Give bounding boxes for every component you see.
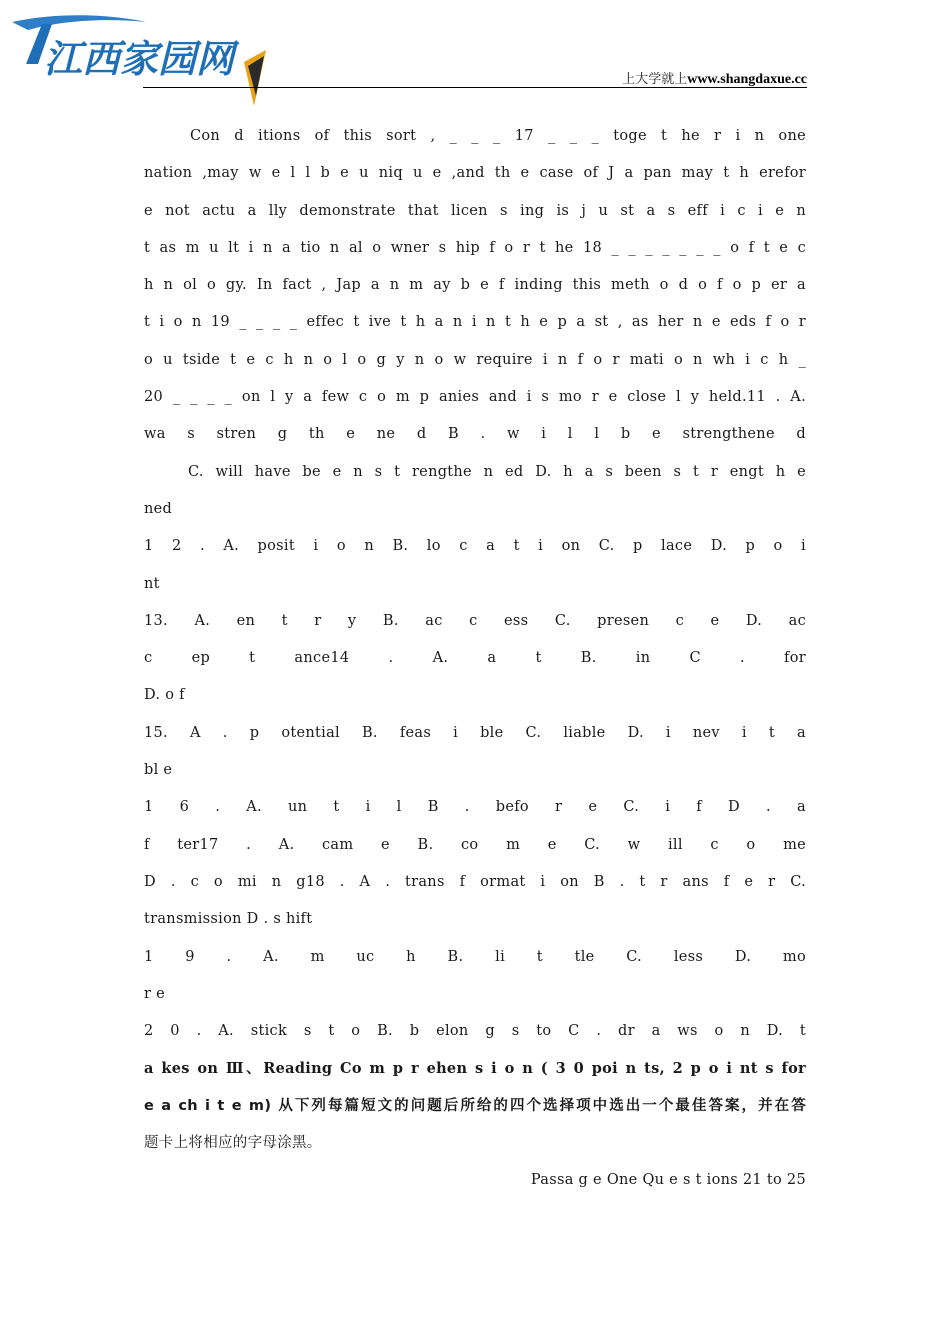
page-header xyxy=(0,0,950,110)
site-logo xyxy=(8,6,268,106)
text-line: t as m u lt i n a tio n al o wner s hip f o r t he 18 _ _ _ _ _ _ _ o f t e c xyxy=(144,239,806,256)
text-line: r e xyxy=(144,985,166,1002)
text-line: 20 _ _ _ _ on l y a few c o m p anies and i s mo r e close l y held.11 . A. xyxy=(144,389,806,406)
text-line: 2 0 . A. stick s t o B. b elon g s to C . dr a ws o n D. t xyxy=(144,1023,806,1040)
instruction-line: e a ch i t e m) 从下列每篇短文的问题后所给的四个选择项中选出一个最佳答案，并在答 xyxy=(144,1097,806,1114)
passage-heading: Passa g e One Qu e s t ions 21 to 25 xyxy=(530,1172,806,1189)
text-line: f ter17 . A. cam e B. co m e C. w ill c o me xyxy=(144,836,806,853)
instruction-line: 题卡上将相应的字母涂黑。 xyxy=(144,1135,322,1152)
header-rule xyxy=(143,87,807,88)
text-line: t i o n 19 _ _ _ _ effec t ive t h a n i n t h e p a st , as her n e eds f o r xyxy=(144,314,806,331)
tagline-cn: 上大学就上 xyxy=(622,72,688,87)
text-line: o u tside t e c h n o l o g y n o w require i n f o r mati o n wh i c h _ xyxy=(144,351,806,368)
text-line: e not actu a lly demonstrate that licen s ing is j u st a s eff i c i e n xyxy=(144,202,806,219)
text-line: nt xyxy=(144,575,160,592)
text-line: transmission D . s hift xyxy=(144,911,313,928)
text-line: 1 2 . A. posit i o n B. lo c a t i on C. p lace D. p o i xyxy=(144,538,806,555)
text-line: C. will have be e n s t rengthe n ed D. h a s been s t r engt h e xyxy=(188,463,806,480)
text-line: c ep t ance14 . A. a t B. in C . for xyxy=(144,650,806,667)
text-line: 1 9 . A. m uc h B. li t tle C. less D. mo xyxy=(144,948,806,965)
header-tagline xyxy=(622,68,807,88)
text-line: nation ,may w e l l b e u niq u e ,and th e case of J a pan may t h erefor xyxy=(144,165,806,182)
text-line: h n ol o gy. In fact , Jap a n m ay b e f inding this meth o d o f o p er a xyxy=(144,277,806,294)
logo-text: 江西家园网 xyxy=(44,37,235,81)
text-line: 1 6 . A. un t i l B . befo r e C. i f D . a xyxy=(144,799,806,816)
document-body xyxy=(144,118,806,1200)
text-line: ned xyxy=(144,500,173,517)
section-heading-line: a kes on Ⅲ、Reading Co m p r ehen s i o n ( 3 0 poi n ts, 2 p o i nt s for xyxy=(144,1060,806,1078)
text-line: D. o f xyxy=(144,687,185,704)
text-line: wa s stren g th e ne d B . w i l l b e strengthene d xyxy=(144,426,806,443)
text-line: 15. A . p otential B. feas i ble C. liable D. i nev i t a xyxy=(144,724,806,741)
text-line: D . c o mi n g18 . A . trans f ormat i on B . t r ans f e r C. xyxy=(144,873,806,890)
text-line: Con d itions of this sort , _ _ _ 17 _ _ _ toge t he r i n one xyxy=(190,128,806,144)
text-line: bl e xyxy=(144,762,173,779)
site-url[interactable]: www.shangdaxue.cc xyxy=(687,72,807,87)
text-line: 13. A. en t r y B. ac c ess C. presen c e D. ac xyxy=(144,612,806,629)
